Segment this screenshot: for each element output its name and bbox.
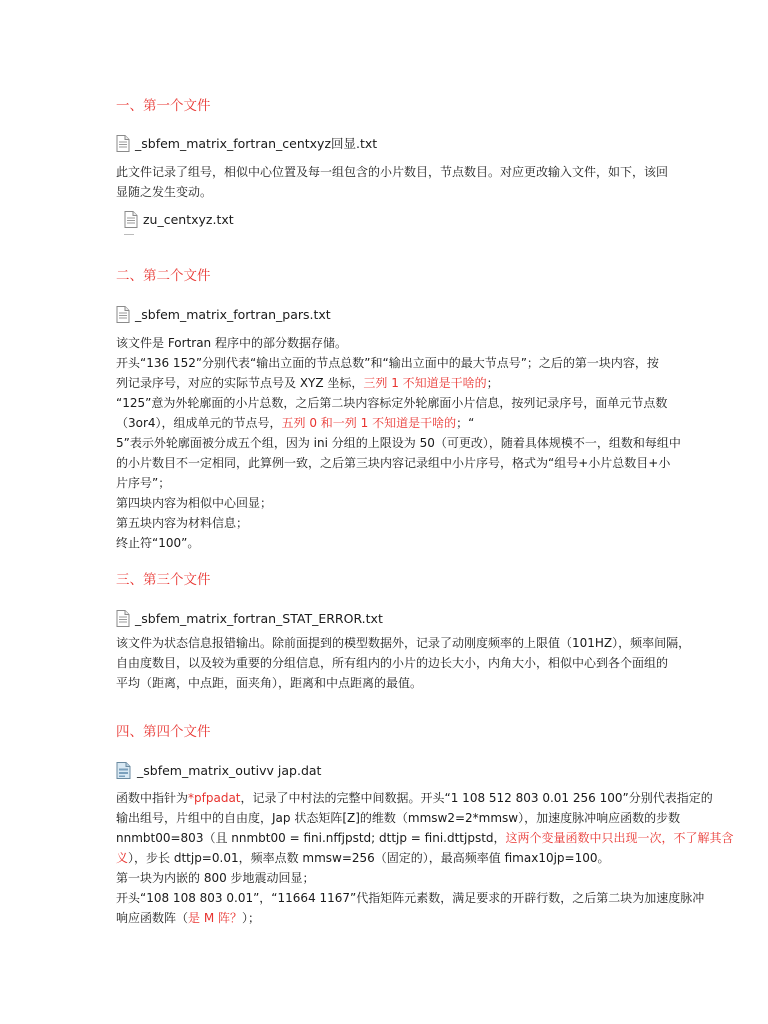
text-run: 5”表示外轮廓面被分成五个组，因为 ini 分组的上限设为 50（可更改），随着具体规模不一，组数和每组中 xyxy=(116,436,681,450)
section-1-paragraph xyxy=(116,162,669,202)
section-2-paragraph xyxy=(116,333,681,553)
text-run: 第五块内容为材料信息； xyxy=(116,516,249,530)
subfile-divider xyxy=(124,234,134,235)
highlighted-text: *pfpadat xyxy=(188,791,241,805)
text-run: ），步长 dttjp=0.01，频率点数 mmsw=256（固定的），最高频率值 fimax10jp=100。 xyxy=(128,851,610,865)
text-run: 终止符“100”。 xyxy=(116,536,200,550)
text-run: ）； xyxy=(242,911,261,925)
highlighted-text: 五列 0 和一列 1 不知道是干啥的 xyxy=(281,416,457,430)
paragraph-line xyxy=(116,848,656,868)
text-file-icon xyxy=(116,610,130,627)
text-run: 片序号”； xyxy=(116,476,171,490)
paragraph-line xyxy=(116,453,671,473)
paragraph-line xyxy=(116,413,656,433)
data-file-icon xyxy=(116,762,132,779)
highlighted-text: 义 xyxy=(116,851,129,865)
text-run: 输出组号，片组中的自由度，Jap 状态矩阵[Z]的维数（mmsw2=2*mmsw），加速度脉冲响应函数的步数 xyxy=(116,811,681,825)
text-run: 自由度数目，以及较为重要的分组信息，所有组内的小片的边长大小，内角大小，相似中心到各个面组的 xyxy=(116,656,669,670)
text-run: 的小片数目不一定相同，此算例一致，之后第三块内容记录组中小片序号，格式为“组号+小片总数目+小 xyxy=(116,456,671,470)
paragraph-line xyxy=(116,182,656,202)
paragraph-line xyxy=(116,653,669,673)
paragraph-line xyxy=(116,513,656,533)
paragraph-line xyxy=(116,888,705,908)
paragraph-line xyxy=(116,162,669,182)
text-run: 第一块为内嵌的 800 步地震动回显； xyxy=(116,871,315,885)
section-3-file-name: _sbfem_matrix_fortran_STAT_ERROR.txt xyxy=(135,610,383,626)
paragraph-line xyxy=(116,433,681,453)
text-run: 平均（距离，中点距，面夹角），距离和中点距离的最值。 xyxy=(116,676,423,690)
text-run: 显随之发生变动。 xyxy=(116,185,213,199)
section-2-file-name: _sbfem_matrix_fortran_pars.txt xyxy=(135,306,331,322)
text-run: 该文件为状态信息报错输出。除前面提到的模型数据外，记录了动刚度频率的上限值（101HZ），频率间隔， xyxy=(116,636,691,650)
section-4-paragraph xyxy=(116,788,734,928)
text-run: “125”意为外轮廓面的小片总数，之后第二块内容标定外轮廓面小片信息，按列记录序号，面单元节点数 xyxy=(116,396,668,410)
text-run: ；“ xyxy=(456,416,475,430)
text-run: （3or4），组成单元的节点号， xyxy=(116,416,282,430)
section-1-file-attachment[interactable] xyxy=(116,133,377,153)
text-run: 函数中指针为 xyxy=(116,791,189,805)
paragraph-line xyxy=(116,633,691,653)
text-file-icon xyxy=(116,306,130,323)
text-run: 该文件是 Fortran 程序中的部分数据存储。 xyxy=(116,336,347,350)
section-2-file-attachment[interactable] xyxy=(116,304,331,324)
text-file-icon xyxy=(116,135,130,152)
section-3-file-attachment[interactable] xyxy=(116,608,383,628)
text-run: nnmbt00=803（且 nnmbt00 = fini.nffjpstd; dttjp = fini.dttjpstd， xyxy=(116,831,506,845)
paragraph-line xyxy=(116,828,734,848)
text-run: ，记录了中村法的完整中间数据。开头“1 108 512 803 0.01 256 100”分别代表指定的 xyxy=(240,791,713,805)
paragraph-line xyxy=(116,493,656,513)
section-1-subfile-attachment[interactable] xyxy=(124,209,234,229)
paragraph-line xyxy=(116,808,681,828)
text-run: 列记录序号，对应的实际节点号及 XYZ 坐标， xyxy=(116,376,364,390)
paragraph-line xyxy=(116,333,656,353)
highlighted-text: 是 M 阵？ xyxy=(188,911,242,925)
section-1-subfile-name: zu_centxyz.txt xyxy=(143,211,234,227)
section-4-file-name: _sbfem_matrix_outivv jap.dat xyxy=(137,762,322,778)
highlighted-text: 这两个变量函数中只出现一次，不了解其含 xyxy=(505,831,734,845)
paragraph-line xyxy=(116,393,668,413)
text-run: 第四块内容为相似中心回显； xyxy=(116,496,273,510)
section-4-file-attachment[interactable] xyxy=(116,760,321,780)
paragraph-line xyxy=(116,908,656,928)
text-run: 响应函数阵（ xyxy=(116,911,189,925)
paragraph-line xyxy=(116,868,656,888)
section-4-heading: 四、第四个文件 xyxy=(116,724,211,740)
section-2-heading: 二、第二个文件 xyxy=(116,268,211,284)
text-run: 开头“136 152”分别代表“输出立面的节点总数”和“输出立面中的最大节点号”；之后的第一块内容，按 xyxy=(116,356,659,370)
paragraph-line xyxy=(116,673,656,693)
text-run: 此文件记录了组号，相似中心位置及每一组包含的小片数目，节点数目。对应更改输入文件，如下，该回 xyxy=(116,165,669,179)
paragraph-line xyxy=(116,473,656,493)
paragraph-line xyxy=(116,788,713,808)
paragraph-line xyxy=(116,373,656,393)
highlighted-text: 三列 1 不知道是干啥的 xyxy=(363,376,487,390)
paragraph-line xyxy=(116,533,656,553)
section-1-heading: 一、第一个文件 xyxy=(116,98,211,114)
section-1-file-name: _sbfem_matrix_fortran_centxyz回显.txt xyxy=(135,136,378,151)
text-run: ； xyxy=(486,376,499,390)
section-3-heading: 三、第三个文件 xyxy=(116,572,211,588)
text-run: 开头“108 108 803 0.01”，“11664 1167”代指矩阵元素数，满足要求的开辟行数，之后第二块为加速度脉冲 xyxy=(116,891,705,905)
section-3-paragraph xyxy=(116,633,691,693)
text-file-icon xyxy=(124,211,138,228)
paragraph-line xyxy=(116,353,659,373)
